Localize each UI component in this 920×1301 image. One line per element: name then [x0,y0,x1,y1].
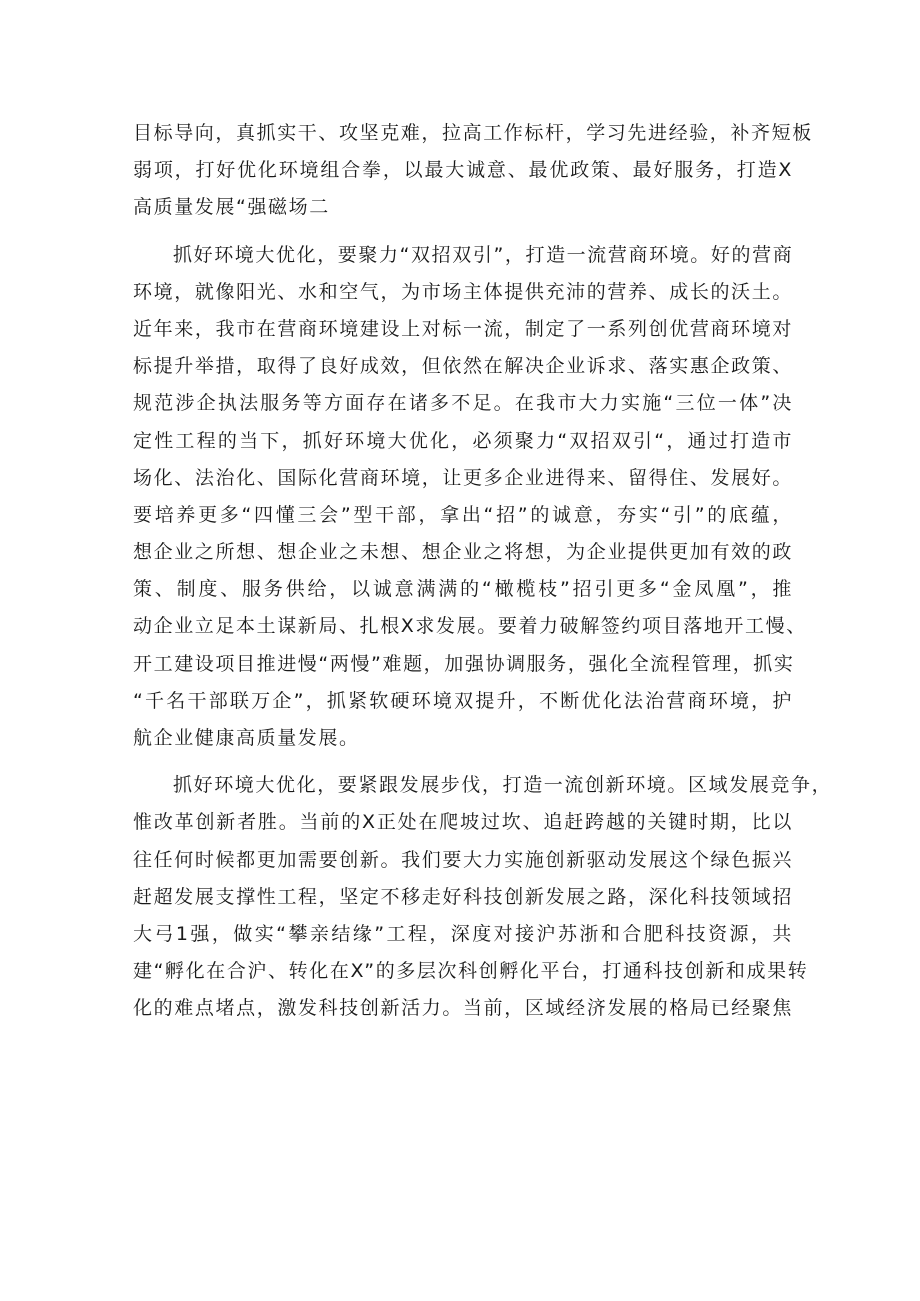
paragraph-spacer [133,227,793,237]
text-line: 近年来，我市在营商环境建设上对标一流，制定了一系列创优营商环境对 [133,317,793,340]
paragraph-1 [133,115,813,227]
text-line: 场化、法治化、国际化营商环境，让更多企业进得来、留得住、发展好。 [133,466,793,489]
text-line: 建“孵化在合沪、转化在X”的多层次科创孵化平台，打通科技创新和成果转 [133,960,809,983]
text-line: 往任何时候都更加需要创新。我们要大力实施创新驱动发展这个绿色振兴 [133,848,793,871]
text-line: 高质量发展“强磁场二 [133,196,330,219]
text-line: 抓好环境大优化，要聚力“双招双引”，打造一流营商环境。好的营商 [173,243,794,266]
text-line: 大弓1强，做实“攀亲结缘”工程，深度对接沪苏浙和合肥科技资源，共 [133,922,793,945]
text-line: 航企业健康高质量发展。 [133,727,360,749]
paragraph-2 [133,237,807,758]
text-line: 抓好环境大优化，要紧跟发展步伐，打造一流创新环境。区域发展竞争， [173,774,833,797]
text-line: 定性工程的当下，抓好环境大优化，必须聚力“双招双引“，通过打造市 [133,429,793,452]
text-line: 动企业立足本土谋新局、扎根X求发展。要着力破解签约项目落地开工慢、 [133,615,807,638]
text-line: 目标导向，真抓实干、攻坚克难，拉高工作标杆，学习先进经验，补齐短板 [133,122,813,144]
text-line: 策、制度、服务供给，以诚意满满的“橄榄枝”招引更多“金凤凰”，推 [133,578,793,601]
text-line: 开工建设项目推进慢“两慢”难题，加强协调服务，强化全流程管理，抓实 [133,652,795,675]
text-line: 化的难点堵点，激发科技创新活力。当前，区域经济发展的格局已经聚焦 [133,997,793,1020]
paragraph-3 [133,767,833,1027]
text-line: 环境，就像阳光、水和空气，为市场主体提供充沛的营养、成长的沃土。 [133,280,793,303]
text-line: 弱项，打好优化环境组合拳，以最大诚意、最优政策、最好服务，打造X [133,159,793,182]
text-line: 要培养更多“四懂三会”型干部，拿出“招”的诚意，夯实“引”的底蕴， [133,503,793,526]
text-line: 赶超发展支撑性工程，坚定不移走好科技创新发展之路，深化科技领域招 [133,885,793,908]
text-line: 想企业之所想、想企业之未想、想企业之将想，为企业提供更加有效的政 [133,541,793,564]
text-line: 标提升举措，取得了良好成效，但依然在解决企业诉求、落实惠企政策、 [133,355,793,378]
text-line: 规范涉企执法服务等方面存在诸多不足。在我市大力实施“三位一体”决 [133,392,793,415]
text-line: 惟改革创新者胜。当前的X正处在爬坡过坎、追赶跨越的关键时期，比以 [133,811,793,834]
document-body [133,115,833,1028]
paragraph-spacer [133,757,793,767]
text-line: “千名干部联万企”，抓紧软硬环境双提升，不断优化法治营商环境，护 [133,689,793,712]
